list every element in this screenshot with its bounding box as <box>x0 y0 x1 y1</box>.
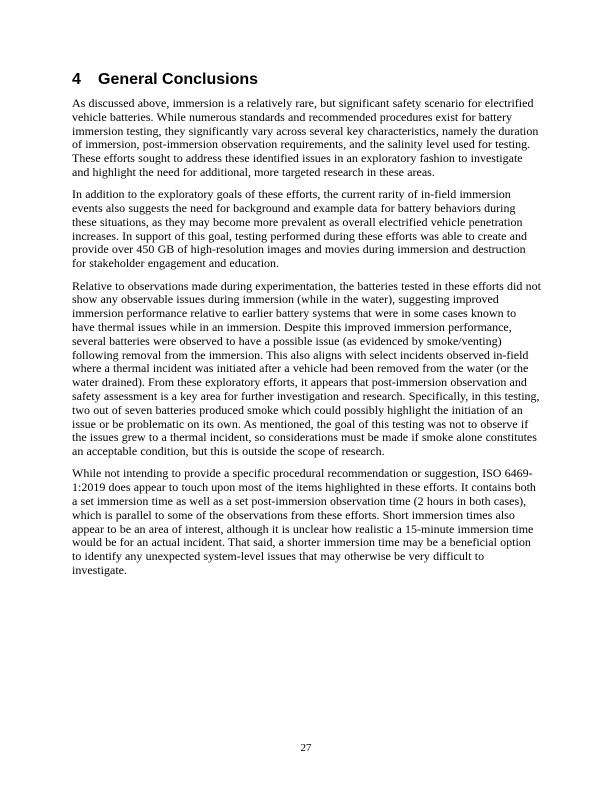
paragraph-exploratory-goals: In addition to the exploratory goals of these efforts, the current rarity of in-field immersion events also suggests the need for background and example data for battery behaviors during these situations, as they may become more prevalent as overall electrified vehicle penetration increases. In support of this goal, testing performed during these efforts was able to create and provide over 450 GB of high-resolution images and movies during immersion and destruction for stakeholder engagement and education. <box>72 187 527 271</box>
paragraph-iso-recommendation: While not intending to provide a specific procedural recommendation or suggestion, ISO 6469-1:2019 does appear to touch upon most of the items highlighted in these efforts. It contains both a set immersion time as well as a set post-immersion observation time (2 hours in both cases), which is parallel to some of the observations from these efforts. Short immersion times also appear to be an area of interest, although it is unclear how realistic a 15-minute immersion time would be for an actual incident. That said, a shorter immersion time may be a beneficial option to identify any unexpected system-level issues that may otherwise be very difficult to investigate. <box>72 466 536 577</box>
section-heading <box>72 71 541 88</box>
page-number: 27 <box>300 742 312 754</box>
paragraph-immersion-overview: As discussed above, immersion is a relatively rare, but significant safety scenario for electrified vehicle batteries. While numerous standards and recommended procedures exist for battery immersion testing, they significantly vary across several key characteristics, namely the duration of immersion, post-immersion observation requirements, and the salinity level used for testing. These efforts sought to address these identified issues in an exploratory fashion to investigate and highlight the need for additional, more targeted research in these areas. <box>72 96 539 179</box>
paragraph-experiment-observations: Relative to observations made during experimentation, the batteries tested in these efforts did not show any observable issues during immersion (while in the water), suggesting improved immersion performance relative to earlier battery systems that were in some cases known to have thermal issues while in an immersion. Despite this improved immersion performance, several batteries were observed to have a possible issue (as evidenced by smoke/venting) following removal from the immersion. This also aligns with select incidents observed in-field where a thermal incident was initiated after a vehicle had been removed from the water (or the water drained). From these exploratory efforts, it appears that post-immersion observation and safety assessment is a key area for further investigation and research. Specifically, in this testing, two out of seven batteries produced smoke which could possibly highlight the initiation of an issue or be problematic on its own. As mentioned, the goal of this testing was not to observe if the issues grew to a thermal incident, so considerations must be made if smoke alone constitutes an acceptable condition, but this is outside the scope of research. <box>72 278 541 459</box>
section-number: 4 <box>72 71 81 88</box>
section-title: General Conclusions <box>98 71 259 88</box>
page-content <box>72 71 541 586</box>
